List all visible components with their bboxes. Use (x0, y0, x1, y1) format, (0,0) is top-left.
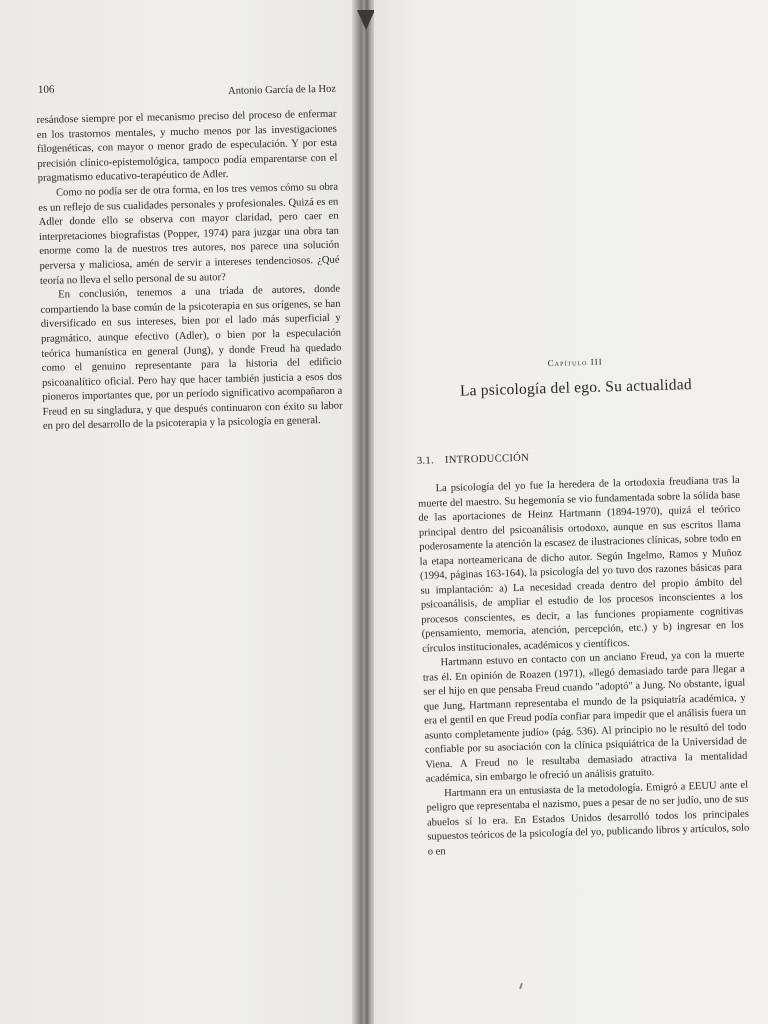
right-paragraph-2: Hartmann estuvo en contacto con un anciano Freud, ya con la muerte tras él. En opinión de Roazen (1971), «llegó demasiado tarde para llegar a ser el hijo en que pensaba Freud cuando "adoptó" a Jung. No obstante, igual que Jung, Hartmann representaba el mundo de la psiquiatría académica, y era el gentil en que Freud podía confiar para impedir que el análisis fuera un asunto completamente judío» (pág. 536). Al principio no le resultó del todo confiable por su asociación con la clínica psiquiátrica de la Universidad de Viena. A Freud no le resultaba demasiado atractiva la mentalidad académica, sin embargo le ofreció un análisis gratuito. (422, 648, 748, 785)
left-paragraph-2: Como no podía ser de otra forma, en los tres vemos cómo su obra es un reflejo de sus cualidades personales y profesionales. Quizá es en Adler donde ello se observa con mayor claridad, pero caer en interpretaciones biografistas (Popper, 1974) para juzgar una obra tan enorme como la de nuestros tres autores, nos parece una solución perversa y maliciosa, amén de servir a intereses tendenciosos. ¿Qué teoría no lleva el sello personal de su autor? (38, 181, 340, 287)
section-title: INTRODUCCIÓN (444, 452, 530, 467)
left-body-text (36, 108, 343, 435)
right-page (374, 0, 768, 1024)
page-number: 106 (37, 83, 55, 96)
book-gutter (352, 0, 376, 1024)
right-paragraph-3: Hartmann era un entusiasta de la metodología. Emigró a EEUU ante el peligro que representaba el nazismo, pues a pesar de no ser judío, uno de sus abuelos sí lo era. En Estados Unidos desarrolló todos los principales supuestos teóricos de la psicología del yo, publicando libros y artículos, solo o en (426, 779, 750, 858)
chapter-title: La psicología del ego. Su actualidad (459, 376, 693, 400)
left-paragraph-3: En conclusión, tenemos a una tríada de autores, donde compartiendo la base común de la psicoterapia en sus orígenes, se han diversificado en sus intereses, bien por el lado más superficial y pragmático, aunque efectivo (Adler), o bien por la especulación teórica humanística en general (Jung), y donde Freud ha quedado como el genuino representante para la historia del edificio psicoanalítico oficial. Pero hay que hacer también justicia a esos dos pioneros importantes que, por un período significativo acompañaron a Freud en su singladura, y que después continuaron con éxito su labor en pro del desarrollo de la psicoterapia y la psicología en general. (40, 283, 343, 433)
bookmark-marker (357, 10, 375, 30)
left-page-content (34, 0, 343, 435)
section-heading (417, 447, 739, 467)
left-paragraph-1: resándose siempre por el mecanismo preciso del proceso de enfermar en los trastornos mentales, y mucho menos por las investigaciones filogenéticas, con mayor o menor grado de especulación. Y por esta precisión clínico-epistemológica, tampoco podía emparentarse con el pragmatismo educativo-terapéutico de Adler. (36, 108, 338, 185)
left-page (0, 0, 356, 1024)
section-number: 3.1. (416, 455, 435, 467)
running-title-author: Antonio García de la Hoz (227, 83, 337, 97)
right-body-text (417, 474, 749, 860)
chapter-label: Capítulo III (547, 356, 603, 369)
right-paragraph-1: La psicología del yo fue la heredera de la ortodoxia freudiana tras la muerte del maestro. Su hegemonía se vio fundamentada sobre la sólida base de las aportaciones de Heinz Hartmann (1894-1970), quizá el teórico principal dentro del psicoanálisis ortodoxo, aunque en sus escritos llama poderosamente la atención la escasez de ilustraciones clínicas, sobre todo en la etapa norteamericana de dicho autor. Según Ingelmo, Ramos y Muñoz (1994, páginas 163-164), la psicología del yo tuvo dos razones básicas para su implantación: a) La necesidad creada dentro del propio ámbito del psicoanálisis, de ampliar el estudio de los procesos inconscientes a los procesos conscientes, es decir, a las funciones propiamente cognitivas (pensamiento, memoria, atención, percepción, etc.) y b) ingresar en los círculos institucionales, académicos y científicos. (417, 474, 744, 655)
right-page-content (404, 0, 750, 860)
left-running-head (36, 78, 336, 104)
